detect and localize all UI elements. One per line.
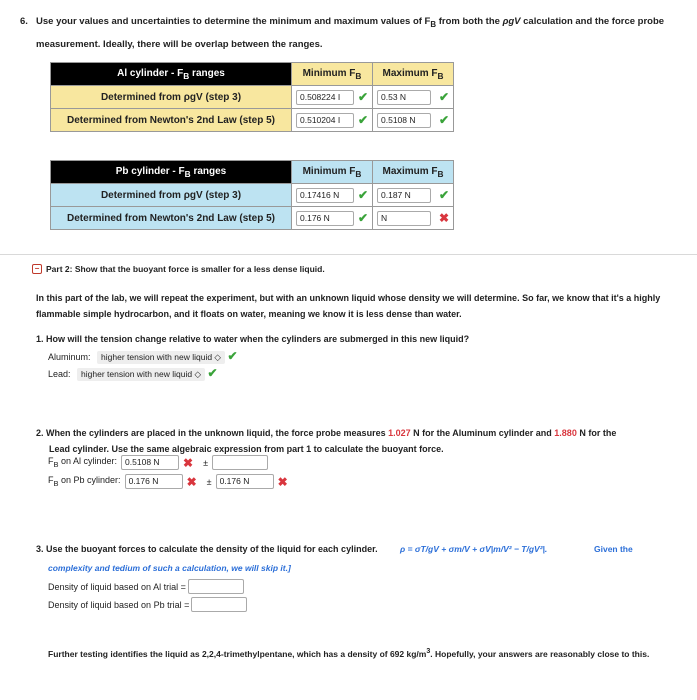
question-number: 6.: [20, 16, 28, 27]
q3-pb-density-input[interactable]: [191, 597, 247, 612]
question-text: Use your values and uncertainties to determine the minimum and maximum values of $F_B$ from both the ρgV calculation and the force probe measurement. Ideally, there will be overlap between the ranges.: [36, 16, 665, 50]
q1-lead-label: Lead:: [48, 369, 71, 379]
pb-table-title: Pb cylinder - $F_B$ ranges: [51, 161, 292, 184]
al-max-newton-cell: [373, 109, 454, 132]
cross-icon: ✖: [438, 211, 449, 225]
al-min-newton-input[interactable]: 0.510204 I: [296, 113, 354, 128]
q2-pb-label: $F_B$ on Pb cylinder:: [48, 475, 121, 488]
q2-al-value-input[interactable]: 0.5108 N: [121, 455, 179, 470]
collapse-icon[interactable]: −: [32, 264, 42, 274]
pb-row-label-newton: Determined from Newton's 2nd Law (step 5): [51, 207, 292, 230]
check-icon: ✔: [227, 349, 238, 363]
al-row-label-rhogv: Determined from ρgV (step 3): [51, 86, 292, 109]
q3-al-density-input[interactable]: [188, 579, 244, 594]
al-table-title: Al cylinder - $F_B$ ranges: [51, 63, 292, 86]
pb-min-rhogv-cell: [292, 184, 373, 207]
al-min-header: Minimum $F_B$: [292, 63, 373, 86]
q2-al-uncertainty-input[interactable]: [212, 455, 268, 470]
check-icon: ✔: [357, 188, 368, 202]
q3-pb-label: Density of liquid based on Pb trial =: [48, 599, 190, 610]
q3-pb-row: [48, 597, 247, 612]
check-icon: ✔: [207, 366, 218, 380]
cross-icon: ✖: [186, 474, 197, 489]
al-row-label-newton: Determined from Newton's 2nd Law (step 5): [51, 109, 292, 132]
part2-title: Part 2: Show that the buoyant force is smaller for a less dense liquid.: [46, 264, 325, 274]
al-max-rhogv-input[interactable]: 0.53 N: [377, 90, 431, 105]
pb-min-newton-input[interactable]: 0.176 N: [296, 211, 354, 226]
q2-al-row: [48, 455, 268, 470]
check-icon: ✔: [357, 90, 368, 104]
plus-minus-sign: ±: [206, 476, 212, 487]
pb-force-value: 1.880: [554, 428, 577, 438]
q1-aluminum-dropdown[interactable]: higher tension with new liquid ◇: [97, 351, 225, 364]
q3-al-row: [48, 579, 244, 594]
pb-max-rhogv-input[interactable]: 0.187 N: [377, 188, 431, 203]
pb-row-label-rhogv: Determined from ρgV (step 3): [51, 184, 292, 207]
al-min-rhogv-cell: [292, 86, 373, 109]
q1-lead-row: [48, 366, 218, 381]
question-2-text: 2. When the cylinders are placed in the unknown liquid, the force probe measures 1.027 N for the Aluminum cylinder and 1.880 N for the Lead cylinder. Use the same algebraic expression from part 1 to calculate the buoyant force.: [36, 428, 617, 454]
part2-intro: In this part of the lab, we will repeat the experiment, but with an unknown liquid whose density we will determine. So far, we know that it's a highly flammable simple hydrocarbon, and it floats on water, meaning we know it is less dense than water.: [36, 293, 661, 319]
cross-icon: ✖: [277, 474, 288, 489]
al-force-value: 1.027: [388, 428, 411, 438]
q2-pb-row: [48, 474, 288, 489]
al-min-rhogv-input[interactable]: 0.508224 I: [296, 90, 354, 105]
q1-lead-dropdown[interactable]: higher tension with new liquid ◇: [77, 368, 205, 381]
pb-max-header: Maximum $F_B$: [373, 161, 454, 184]
al-range-table: [50, 62, 454, 132]
part2-header[interactable]: [32, 264, 325, 274]
q2-pb-uncertainty-input[interactable]: 0.176 N: [216, 474, 274, 489]
plus-minus-sign: ±: [203, 457, 209, 468]
pb-max-newton-input[interactable]: N: [377, 211, 431, 226]
question-1-text: 1. How will the tension change relative to water when the cylinders are submerged in this new liquid?: [36, 334, 470, 344]
cross-icon: ✖: [183, 455, 194, 470]
al-min-newton-cell: [292, 109, 373, 132]
q3-note-end: Given the: [594, 544, 633, 554]
q3-note-formula: ρ = σT/gV + σm/V + σV|m/V² − T/gV²|.: [400, 544, 548, 554]
al-max-newton-input[interactable]: 0.5108 N: [377, 113, 431, 128]
check-icon: ✔: [357, 113, 368, 127]
q1-aluminum-label: Aluminum:: [48, 352, 91, 362]
final-note: Further testing identifies the liquid as 2,2,4-trimethylpentane, which has a density of 692 $kg/m^3$. Hopefully, your answers are reasonably close to this.: [48, 647, 650, 659]
q2-al-label: $F_B$ on Al cylinder:: [48, 456, 118, 469]
q2-pb-value-input[interactable]: 0.176 N: [125, 474, 183, 489]
al-max-rhogv-cell: [373, 86, 454, 109]
pb-max-newton-cell: [373, 207, 454, 230]
check-icon: ✔: [438, 113, 449, 127]
q1-aluminum-row: [48, 349, 238, 364]
check-icon: ✔: [357, 211, 368, 225]
pb-min-header: Minimum $F_B$: [292, 161, 373, 184]
section-divider: [0, 254, 697, 255]
check-icon: ✔: [438, 188, 449, 202]
pb-range-table: [50, 160, 454, 230]
al-max-header: Maximum $F_B$: [373, 63, 454, 86]
q3-al-label: Density of liquid based on Al trial =: [48, 581, 186, 592]
pb-min-rhogv-input[interactable]: 0.17416 N: [296, 188, 354, 203]
pb-min-newton-cell: [292, 207, 373, 230]
q3-note-line2: complexity and tedium of such a calculation, we will skip it.]: [48, 563, 291, 573]
question-3-text: 3. Use the buoyant forces to calculate the density of the liquid for each cylinder.: [36, 544, 378, 554]
pb-max-rhogv-cell: [373, 184, 454, 207]
check-icon: ✔: [438, 90, 449, 104]
